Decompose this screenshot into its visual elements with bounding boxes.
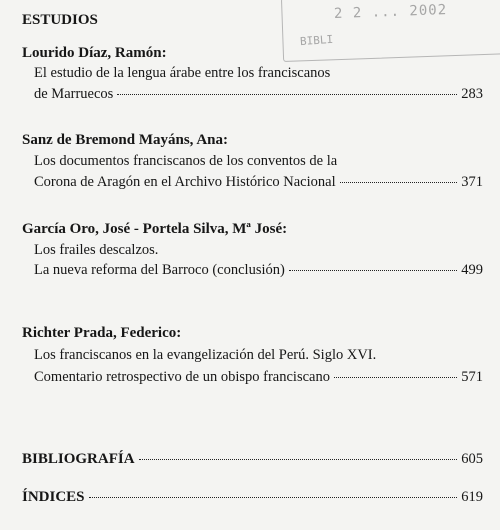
dot-leader (289, 270, 457, 271)
toc-entry-row[interactable] (34, 369, 483, 386)
page-number: 605 (461, 451, 483, 467)
indices-label: ÍNDICES (22, 489, 85, 505)
entry-title-line: de Marruecos (34, 86, 114, 102)
dot-leader (89, 497, 458, 498)
page-number: 619 (461, 489, 483, 505)
entry-author: Lourido Díaz, Ramón: (22, 45, 167, 61)
stamp-library-text: BIBLI (299, 32, 334, 49)
toc-entry-row[interactable] (34, 86, 483, 103)
page-number: 499 (461, 262, 483, 278)
dot-leader (340, 182, 458, 183)
dot-leader (139, 459, 458, 460)
entry-title-line: Corona de Aragón en el Archivo Histórico Nacional (34, 174, 336, 190)
section-title: ESTUDIOS (22, 12, 98, 28)
page-number: 283 (461, 86, 483, 102)
page-number: 571 (461, 369, 483, 385)
toc-entry-row[interactable] (34, 262, 483, 279)
entry-author: Richter Prada, Federico: (22, 325, 182, 341)
entry-title-line: Los franciscanos en la evangelización del Perú. Siglo XVI. (34, 347, 377, 363)
toc-entry-row[interactable] (34, 174, 483, 191)
bibliografia-label: BIBLIOGRAFÍA (22, 451, 135, 467)
entry-title-line: Los frailes descalzos. (34, 242, 159, 258)
page-number: 371 (461, 174, 483, 190)
dot-leader (334, 377, 457, 378)
entry-title-line: La nueva reforma del Barroco (conclusión) (34, 262, 285, 278)
entry-author: García Oro, José - Portela Silva, Mª José: (22, 221, 288, 237)
entry-title-line: Comentario retrospectivo de un obispo franciscano (34, 369, 330, 385)
entry-author: Sanz de Bremond Mayáns, Ana: (22, 132, 229, 148)
toc-bibliografia-row[interactable] (22, 451, 483, 468)
dot-leader (117, 94, 457, 95)
toc-indices-row[interactable] (22, 489, 483, 506)
entry-title-line: Los documentos franciscanos de los conventos de la (34, 153, 338, 169)
entry-title-line: El estudio de la lengua árabe entre los franciscanos (34, 65, 331, 81)
stamp-date: 2 2 ... 2002 (333, 2, 448, 22)
